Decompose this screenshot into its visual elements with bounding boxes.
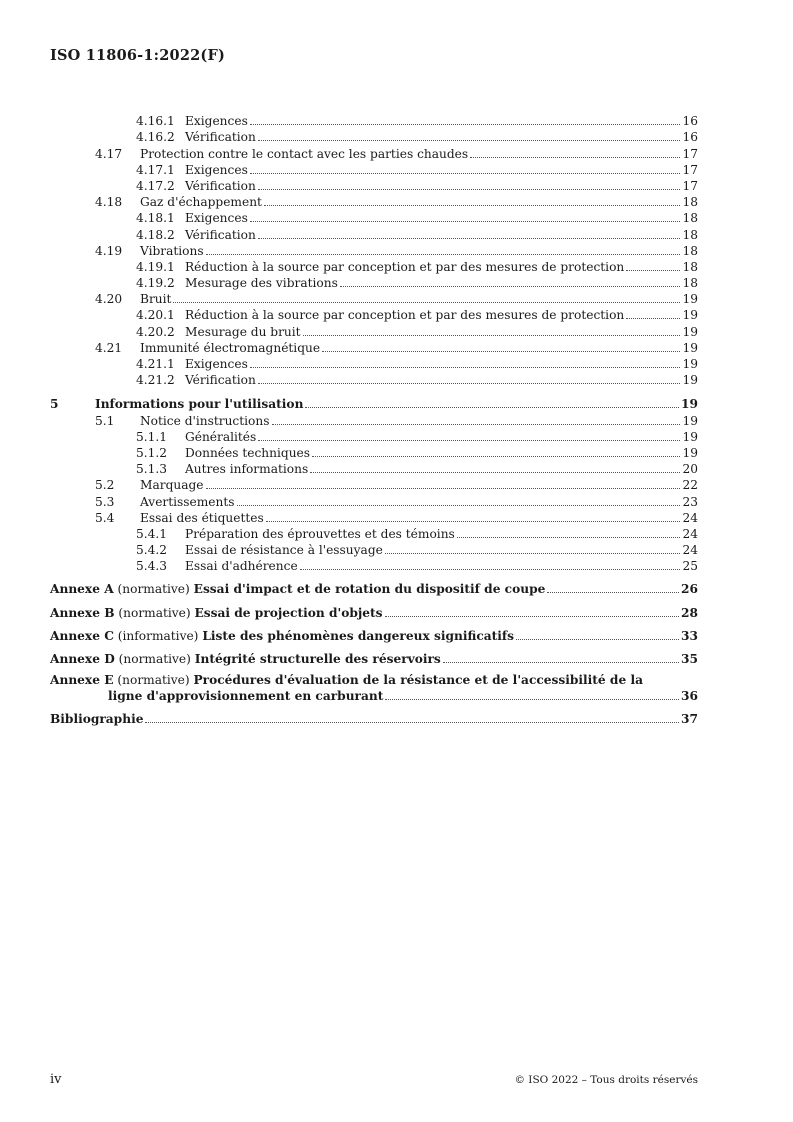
toc-entry[interactable] [50,428,698,444]
entry-title: Vérification [185,373,256,388]
toc-entry[interactable] [50,476,698,492]
toc-entry[interactable] [50,322,698,338]
toc-entry-annex-e[interactable] [50,673,698,703]
entry-title: Essai des étiquettes [140,510,264,525]
entry-number: 4.21.1 [136,357,175,371]
dot-leader [310,472,680,473]
page-number: 18 [682,195,698,210]
dot-leader [470,157,680,158]
page-number: 16 [682,130,698,145]
page-number: 25 [682,559,698,574]
entry-title: Exigences [185,211,248,226]
dot-leader [237,505,681,506]
dot-leader [258,238,681,239]
toc-entry[interactable] [50,290,698,306]
entry-number: 4.20.1 [136,308,175,323]
entry-number: 5.3 [95,494,115,509]
entry-number: 4.20 [95,292,123,307]
page-number: 19 [681,397,698,412]
toc-gap [50,573,698,580]
table-of-contents [50,112,698,726]
dot-leader [626,318,680,319]
toc-entry[interactable] [50,444,698,460]
page-number: 22 [682,478,698,493]
annex-type: (normative) [117,673,190,687]
entry-title: Essai d'adhérence [185,559,298,574]
toc-section-5-entries [50,395,698,573]
entry-number: 4.16.1 [136,114,175,129]
dot-leader [385,616,680,617]
toc-entry[interactable] [50,128,698,144]
toc-entry[interactable] [50,193,698,209]
entry-title: Avertissements [140,494,235,509]
entry-number: 4.18.2 [136,227,175,242]
entry-title: Données techniques [185,445,311,460]
page-number: 18 [682,259,698,274]
dot-leader [626,270,680,271]
dot-leader [264,205,681,206]
toc-entry[interactable] [50,557,698,573]
entry-title: Immunité électromagnétique [140,340,321,355]
page-number: 19 [682,308,698,323]
entry-title: Informations pour l'utilisation [95,397,304,412]
toc-entry[interactable] [50,460,698,476]
entry-number: 4.18.1 [136,211,175,226]
dot-leader [258,440,680,441]
toc-gap [50,620,698,627]
entry-title: Gaz d'échappement [140,195,262,210]
annex-type: (normative) [118,605,191,620]
entry-number: 5.1.3 [136,462,168,477]
page-number: 17 [682,162,698,177]
annex-label: Annexe E [50,673,114,687]
annex-title-line1: Procédures d'évaluation de la résistance et de l'accessibilité de la [193,673,643,687]
dot-leader [206,254,681,255]
entry-title: Vérification [185,130,256,145]
entry-number: 4.21 [95,340,123,355]
annex-title: Intégrité structurelle des réservoirs [194,652,441,666]
page-number: 33 [681,628,698,643]
entry-title: Réduction à la source par conception et par des mesures de protection [185,259,625,274]
dot-leader [305,407,679,408]
page-number: 16 [682,114,698,129]
page-number: 19 [682,340,698,355]
page-number: 37 [681,712,698,727]
dot-leader [145,722,679,723]
entry-title: Exigences [185,114,248,129]
dot-leader [300,569,681,570]
annex-label: Annexe A [50,582,114,597]
annex-heading [50,606,383,620]
entry-number: 5.4.1 [136,526,168,541]
toc-gap [50,666,698,673]
entry-title: Généralités [185,429,257,444]
toc-entry[interactable] [50,274,698,290]
toc-entry[interactable] [50,242,698,258]
dot-leader [303,335,681,336]
entry-title: Vibrations [140,243,204,258]
dot-leader [385,553,681,554]
annex-heading [50,652,441,666]
toc-annex-entries [50,580,698,666]
page-number: 19 [682,413,698,428]
dot-leader [272,424,681,425]
annex-title: Essai d'impact et de rotation du dispositif de coupe [193,582,546,597]
entry-title: Protection contre le contact avec les parties chaudes [140,146,469,161]
entry-number: 4.17 [95,146,123,161]
entry-title: Préparation des éprouvettes et des témoins [185,526,455,541]
entry-number: 4.20.2 [136,324,175,339]
entry-number: 5 [50,397,59,412]
entry-title: Réduction à la source par conception et par des mesures de protection [185,308,625,323]
toc-entry[interactable] [50,355,698,371]
entry-number: 4.19.1 [136,259,175,274]
dot-leader [250,221,681,222]
dot-leader [258,189,681,190]
page-number: 19 [682,292,698,307]
dot-leader [312,456,680,457]
entry-number: 5.2 [95,478,115,493]
page-number: 18 [682,211,698,226]
toc-entry[interactable] [50,144,698,160]
page-number: 19 [682,373,698,388]
entry-number: 5.4 [95,510,115,525]
annex-title: Essai de projection d'objets [194,605,383,620]
dot-leader [173,302,680,303]
toc-entry[interactable] [50,161,698,177]
toc-entry-annex[interactable] [50,627,698,643]
dot-leader [258,140,681,141]
annex-label: Annexe C [50,628,114,643]
toc-entry[interactable] [50,306,698,322]
entry-title: Bibliographie [50,712,144,727]
entry-number: 4.21.2 [136,373,175,388]
entry-title: Bruit [140,292,172,307]
page-number: 17 [682,178,698,193]
page-number: 18 [682,227,698,242]
toc-entry[interactable] [50,509,698,525]
page-number: 24 [682,526,698,541]
toc-entry[interactable] [50,177,698,193]
toc-gap [50,703,698,710]
annex-type: (informative) [117,628,199,643]
entry-title: Vérification [185,178,256,193]
toc-entry[interactable] [50,209,698,225]
entry-number: 4.19 [95,243,123,258]
entry-title: Mesurage des vibrations [185,276,338,291]
toc-entry-annex[interactable] [50,603,698,619]
entry-number: 5.1 [95,413,115,428]
annex-heading [50,582,545,596]
dot-leader [340,286,681,287]
page-number: 19 [682,445,698,460]
toc-gap [50,387,698,395]
annex-label: Annexe D [50,652,115,666]
page-number: 26 [681,582,698,597]
toc-entry[interactable] [50,411,698,427]
toc-gap [50,596,698,603]
entry-title: Autres informations [185,462,309,477]
toc-entry[interactable] [50,112,698,128]
annex-title: Liste des phénomènes dangereux significatifs [202,628,515,643]
entry-title: Exigences [185,357,248,371]
dot-leader [322,351,680,352]
toc-entry[interactable] [50,225,698,241]
dot-leader [206,488,681,489]
page-number: 19 [682,429,698,444]
page-number: 18 [682,276,698,291]
dot-leader [266,521,681,522]
page-number: 19 [682,357,698,371]
page-number: 28 [681,605,698,620]
dot-leader [457,537,681,538]
toc-section-4-entries [50,112,698,387]
page-number: 18 [682,243,698,258]
toc-entry-bibliography[interactable] [50,710,698,726]
dot-leader [258,383,681,384]
toc-entry[interactable] [50,395,698,411]
entry-number: 5.1.1 [136,429,168,444]
page-number: 17 [682,146,698,161]
entry-title: Mesurage du bruit [185,324,301,339]
toc-entry[interactable] [50,525,698,541]
toc-entry[interactable] [50,541,698,557]
dot-leader [516,639,679,640]
entry-title: Notice d'instructions [140,413,270,428]
toc-entry[interactable] [50,492,698,508]
dot-leader [250,124,681,125]
annex-type: (normative) [117,582,190,597]
entry-title: Marquage [140,478,204,493]
toc-entry-annex[interactable] [50,650,698,666]
entry-number: 4.17.2 [136,178,175,193]
dot-leader [547,592,679,593]
page-number: 20 [682,462,698,477]
toc-entry[interactable] [50,371,698,387]
dot-leader [250,173,681,174]
entry-number: 4.19.2 [136,276,175,291]
annex-title-line2: ligne d'approvisionnement en carburant [108,689,384,703]
page-number-footer: iv [50,1072,62,1087]
toc-entry-annex[interactable] [50,580,698,596]
dot-leader [250,367,681,368]
entry-number: 5.1.2 [136,445,168,460]
page-number: 24 [682,510,698,525]
dot-leader [385,699,679,700]
document-id-header: ISO 11806-1:2022(F) [50,47,226,64]
page-number: 19 [682,324,698,339]
toc-gap [50,643,698,650]
toc-entry[interactable] [50,339,698,355]
entry-number: 4.17.1 [136,162,175,177]
page-number: 36 [681,689,698,703]
annex-label: Annexe B [50,605,115,620]
page-number: 24 [682,543,698,558]
page-number: 23 [682,494,698,509]
entry-number: 5.4.2 [136,543,168,558]
entry-title: Vérification [185,227,256,242]
entry-title: Exigences [185,162,248,177]
entry-title: Essai de résistance à l'essuyage [185,543,383,558]
entry-number: 4.16.2 [136,130,175,145]
annex-heading [50,629,514,643]
toc-entry[interactable] [50,258,698,274]
annex-type: (normative) [118,652,191,666]
entry-number: 5.4.3 [136,559,168,574]
dot-leader [443,662,679,663]
page-number: 35 [681,652,698,666]
entry-number: 4.18 [95,195,123,210]
copyright-footer: © ISO 2022 – Tous droits réservés [514,1074,698,1086]
